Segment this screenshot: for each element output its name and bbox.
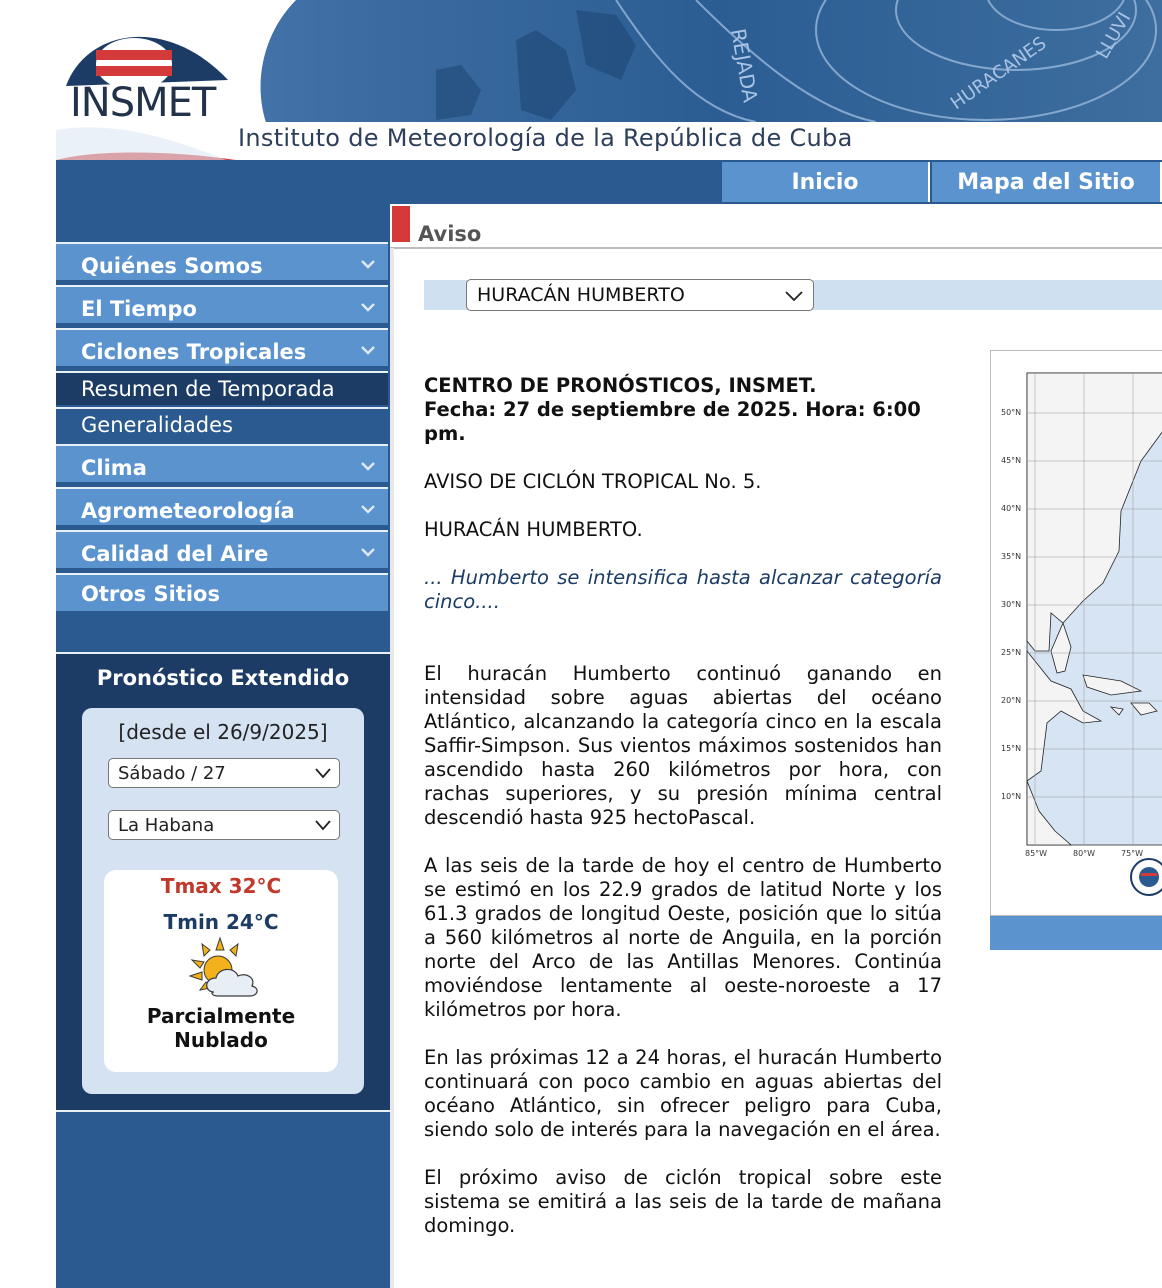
forecast-city-select[interactable] — [108, 810, 340, 840]
sidebar-subitem-generalidades[interactable]: Generalidades — [56, 407, 388, 441]
sidebar-item-label: Calidad del Aire — [81, 542, 269, 566]
chevron-down-icon — [315, 819, 331, 831]
sidebar-item-el-tiempo[interactable] — [56, 285, 388, 323]
section-accent-bar — [392, 206, 410, 242]
nav-site-map-link[interactable]: Mapa del Sitio — [932, 162, 1162, 202]
weather-condition-line-1: Parcialmente — [146, 1004, 296, 1028]
sidebar-subitem-resumen-temporada[interactable]: Resumen de Temporada — [56, 371, 388, 405]
section-title: Aviso — [418, 222, 482, 246]
advisory-date: Fecha: 27 de septiembre de 2025. Hora: 6:00 pm. — [424, 398, 921, 445]
sidebar-item-label: El Tiempo — [81, 297, 197, 321]
advisory-number: AVISO DE CICLÓN TROPICAL No. 5. — [424, 470, 762, 493]
lat-label: 30°N — [1001, 600, 1022, 609]
chevron-down-icon — [360, 299, 376, 315]
tmin-value: Tmin 24°C — [163, 910, 279, 934]
sidebar-item-agrometeorologia[interactable] — [56, 487, 388, 525]
lon-label: 75°W — [1121, 849, 1144, 858]
lat-label: 50°N — [1001, 408, 1022, 417]
advisory-headline: ... Humberto se intensifica hasta alcanzar categoría cinco.... — [424, 566, 942, 613]
forecast-city-value: La Habana — [118, 815, 215, 836]
nav-inicio-link[interactable]: Inicio — [722, 162, 930, 202]
chevron-down-icon — [315, 767, 331, 779]
sidebar-item-calidad-del-aire[interactable] — [56, 530, 388, 568]
storm-select-value: HURACÁN HUMBERTO — [477, 284, 685, 306]
map-footer-bar — [990, 916, 1162, 950]
chevron-down-icon — [360, 501, 376, 517]
sidebar-item-label: Clima — [81, 456, 147, 480]
weather-card — [104, 870, 338, 1072]
weather-condition — [104, 1004, 338, 1052]
advisory-paragraph: El próximo aviso de ciclón tropical sobre este sistema se emitirá a las seis de la tarde de mañana domingo. — [424, 1166, 942, 1237]
lat-label: 40°N — [1001, 504, 1022, 513]
left-sidebar — [56, 204, 390, 1288]
header-map-word-1: REJADA — [726, 26, 763, 105]
header-map-word-2: HURACANES — [946, 32, 1051, 115]
logo-text: INSMET — [70, 80, 216, 126]
tmax-value: Tmax 32°C — [160, 874, 282, 898]
advisory-paragraph: A las seis de la tarde de hoy el centro de Humberto se estimó en los 22.9 grados de latitud Norte y los 61.3 grados de longitud Oeste, posición que lo sitúa a 560 kilómetros al norte de Anguila, en la porción norte del Arco de las Antillas Menores. Continúa moviéndose lentamente al oeste-noroeste a 17 kilómetros por hora. — [424, 854, 942, 1021]
lat-label: 10°N — [1001, 792, 1022, 801]
top-navbar — [56, 160, 1162, 204]
content-left-border — [390, 248, 394, 1288]
lon-label: 85°W — [1025, 849, 1048, 858]
storm-map-image — [991, 351, 1162, 917]
section-header — [390, 204, 1162, 248]
chevron-down-icon — [360, 342, 376, 358]
sidebar-item-quienes-somos[interactable] — [56, 242, 388, 280]
site-subtitle: Instituto de Meteorología de la República de Cuba — [238, 124, 853, 152]
weather-condition-line-2: Nublado — [174, 1028, 268, 1052]
sidebar-item-clima[interactable] — [56, 444, 388, 482]
advisory-paragraph: El huracán Humberto continuó ganando en intensidad sobre aguas abiertas del océano Atlántico, alcanzando la categoría cinco en la escala Saffir-Simpson. Sus vientos máximos sostenidos han ascendido hasta 260 kilómetros por hora, con rachas superiores, y su presión mínima central descendió hasta 925 hectoPascal. — [424, 662, 942, 829]
sidebar-item-label: Otros Sitios — [81, 582, 220, 606]
lat-label: 15°N — [1001, 744, 1022, 753]
advisory-paragraph: En las próximas 12 a 24 horas, el huracán Humberto continuará con poco cambio en aguas abiertas del océano Atlántico, sin ofrecer peligro para Cuba, siendo solo de interés para la navegación en el área. — [424, 1046, 942, 1141]
advisory-storm-name: HURACÁN HUMBERTO. — [424, 518, 643, 541]
chevron-down-icon — [360, 544, 376, 560]
sidebar-item-ciclones-tropicales[interactable] — [56, 328, 388, 366]
forecast-day-select[interactable] — [108, 758, 340, 788]
advisory-center: CENTRO DE PRONÓSTICOS, INSMET. — [424, 374, 817, 397]
chevron-down-icon — [360, 256, 376, 272]
sidebar-item-otros-sitios[interactable] — [56, 573, 388, 611]
section-divider — [390, 247, 1162, 249]
lat-label: 25°N — [1001, 648, 1022, 657]
chevron-down-icon — [785, 290, 803, 302]
logo-emblem-icon — [56, 0, 286, 90]
advisory-header — [424, 374, 942, 446]
lat-label: 20°N — [1001, 696, 1022, 705]
storm-select[interactable] — [466, 279, 814, 311]
forecast-title: Pronóstico Extendido — [96, 666, 350, 690]
forecast-day-value: Sábado / 27 — [118, 763, 226, 784]
forecast-since-date: [desde el 26/9/2025] — [118, 720, 328, 744]
lat-label: 45°N — [1001, 456, 1022, 465]
storm-track-map[interactable] — [990, 350, 1162, 916]
lon-label: 80°W — [1073, 849, 1096, 858]
insmet-seal-icon — [1131, 859, 1162, 895]
partly-cloudy-icon — [180, 936, 264, 1002]
sidebar-item-label: Ciclones Tropicales — [81, 340, 307, 364]
lat-label: 35°N — [1001, 552, 1022, 561]
advisory-article — [424, 374, 942, 1262]
storm-select-band — [424, 280, 1162, 310]
site-header — [56, 0, 1162, 160]
sidebar-item-label: Quiénes Somos — [81, 254, 263, 278]
extended-forecast-widget — [56, 652, 390, 1112]
sidebar-item-label: Agrometeorología — [81, 499, 295, 523]
header-map-word-3: LLUVI — [1092, 8, 1136, 63]
forecast-panel — [82, 708, 364, 1094]
chevron-down-icon — [360, 458, 376, 474]
